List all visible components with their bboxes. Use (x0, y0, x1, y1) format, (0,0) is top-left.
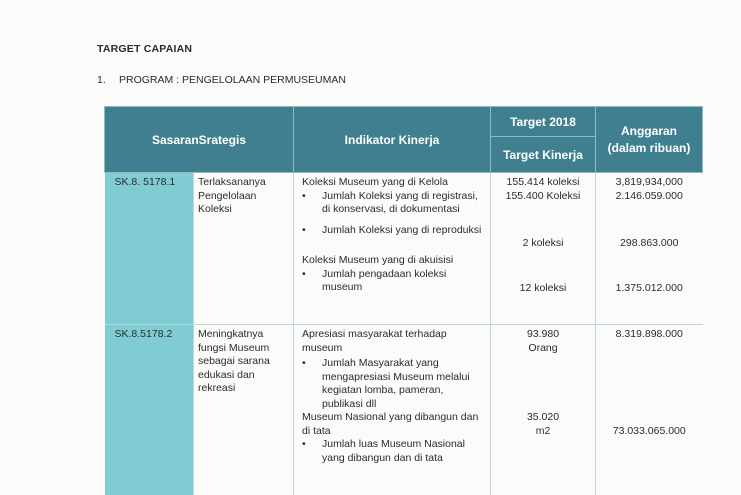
header-target-year: Target 2018 (491, 107, 596, 137)
program-text: PROGRAM : PENGELOLAAN PERMUSEUMAN (119, 74, 346, 86)
bullet-icon: • (302, 357, 306, 369)
bullet-icon: • (302, 223, 306, 236)
header-anggaran-line2: (dalam ribuan) (607, 140, 691, 155)
indikator-bullet (302, 224, 486, 238)
indikator-item: Koleksi Museum yang di Kelola (302, 176, 448, 188)
target-value: 155.400 Koleksi (505, 189, 581, 202)
program-number: 1. (97, 74, 106, 86)
bullet-text: Jumlah Koleksi yang di registrasi, di konservasi, di dokumentasi (322, 189, 478, 215)
page-heading: TARGET CAPAIAN (97, 43, 193, 55)
anggaran-value: 298.863.000 (620, 237, 679, 249)
target-value: 12 koleksi (519, 281, 567, 294)
bullet-text: Jumlah pengadaan koleksi museum (322, 267, 447, 293)
anggaran-value: 73.033.065.000 (612, 424, 686, 437)
target-value: 2 koleksi (522, 237, 564, 249)
bullet-icon: • (302, 189, 306, 202)
target-value: 93.980 (526, 328, 560, 340)
indikator-bullet (302, 268, 486, 295)
anggaran-value: 3,819,934,000 (615, 176, 683, 188)
header-sasaran: SasaranSrategis (105, 107, 294, 173)
indikator-bullet (302, 190, 486, 217)
row-anggaran (596, 325, 703, 495)
row-sasaran: Terlaksananya Pengelolaan Koleksi (194, 173, 294, 325)
target-value: 35.020 (526, 411, 560, 423)
anggaran-value: 2.146.059.000 (615, 189, 683, 202)
row-target (491, 173, 596, 325)
target-table (104, 106, 703, 495)
indikator-bullet (302, 357, 486, 411)
bullet-icon: • (302, 267, 306, 280)
header-anggaran-line1: Anggaran (620, 123, 677, 138)
anggaran-value: 8.319.898.000 (615, 328, 683, 340)
header-anggaran (596, 107, 703, 173)
anggaran-value: 1.375.012.000 (615, 281, 683, 294)
header-indikator: Indikator Kinerja (294, 107, 491, 173)
row-indikator (294, 325, 491, 495)
table-row (105, 173, 703, 325)
bullet-text: Jumlah Masyarakat yang mengapresiasi Museum melalui kegiatan lomba, pameran, publikasi dll (322, 357, 470, 410)
bullet-icon: • (302, 438, 306, 450)
indikator-item: Museum Nasional yang dibangun dan di tata (302, 411, 479, 437)
row-target (491, 325, 596, 495)
indikator-item: Koleksi Museum yang di akuisisi (302, 254, 454, 266)
indikator-item: Apresiasi masyarakat terhadap museum (302, 328, 447, 354)
bullet-text: Jumlah Koleksi yang di reproduksi (322, 223, 482, 236)
row-anggaran (596, 173, 703, 325)
indikator-bullet (302, 438, 486, 465)
target-value: 155.414 koleksi (506, 176, 580, 188)
header-target-kinerja: Target Kinerja (491, 137, 596, 173)
bullet-text: Jumlah luas Museum Nasional yang dibangun dan di tata (322, 438, 465, 464)
table-row (105, 325, 703, 495)
row-indikator (294, 173, 491, 325)
row-code: SK.8.5178.2 (105, 325, 194, 495)
program-line (97, 74, 346, 86)
target-value: Orang (528, 341, 558, 354)
target-value: m2 (535, 424, 551, 437)
row-sasaran: Meningkatnya fungsi Museum sebagai sarana edukasi dan rekreasi (194, 325, 294, 495)
row-code: SK.8. 5178.1 (105, 173, 194, 325)
